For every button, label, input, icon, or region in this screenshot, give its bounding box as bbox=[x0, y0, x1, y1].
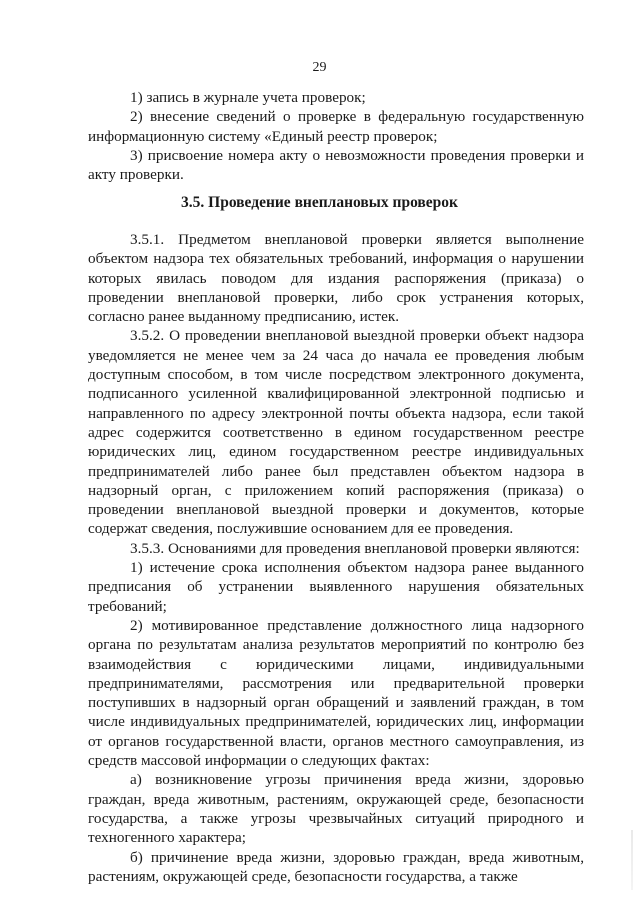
section-body bbox=[88, 230, 584, 886]
subitem-a: а) возникновение угрозы причинения вреда жизни, здоровью граждан, вреда животным, растениям, окружающей среде, безопасности государства, а также угрозы чрезвычайных ситуаций природного и техногенного характера; bbox=[88, 771, 584, 847]
subitem-b: б) причинение вреда жизни, здоровью граждан, вреда животным, растениям, окружающей среде, безопасности государства, а также bbox=[88, 848, 584, 885]
paragraph-3-5-1: 3.5.1. Предметом внеплановой проверки является выполнение объектом надзора тех обязательных требований, информация о нарушении которых явилась поводом для издания распоряжения (приказа) о проведении внеплановой проверки, либо срок устранения которых, согласно ранее выданному предписанию, истек. bbox=[88, 231, 584, 326]
list-item: 3) присвоение номера акту о невозможности проведения проверки и акту проверки. bbox=[88, 146, 584, 184]
paragraph-3-5-2: 3.5.2. О проведении внеплановой выездной проверки объект надзора уведомляется не менее чем за 24 часа до начала ее проведения любым доступным способом, в том числе посредством электронного документа, подписанного усиленной квалифицированной электронной подписью и направленного по адресу электронной почты объекта надзора, если такой адрес содержится соответственно в едином государственном реестре юридических лиц, едином государственном реестре индивидуальных предпринимателей либо ранее был представлен объектом надзора в надзорный орган, с приложением копий распоряжения (приказа) о проведении внеплановой выездной проверки и документов, которые содержат сведения, послужившие основанием для ее проведения. bbox=[88, 327, 584, 538]
list-item: 2) внесение сведений о проверке в федеральную государственную информационную систему «Единый реестр проверок; bbox=[88, 108, 584, 145]
scan-edge-mark bbox=[631, 830, 633, 890]
paragraph-3-5-3: 3.5.3. Основаниями для проведения внеплановой проверки являются: bbox=[130, 539, 580, 557]
top-list bbox=[88, 88, 584, 184]
page-number: 29 bbox=[312, 60, 327, 75]
list-item-2: 2) мотивированное представление должностного лица надзорного органа по результатам анализа результатов мероприятий по контролю без взаимодействия с юридическими лицами, индивидуальными предпринимателями, рассмотрения или предварительной проверки поступивших в надзорный орган обращений и заявлений граждан, в том числе индивидуальных предпринимателей, юридических лиц, информации от органов государственной власти, органов местного самоуправления, из средств массовой информации о следующих фактах: bbox=[88, 616, 584, 770]
list-item-1: 1) истечение срока исполнения объектом надзора ранее выданного предписания об устранении выявленного нарушения обязательных требований; bbox=[88, 559, 584, 615]
list-item: 1) запись в журнале учета проверок; bbox=[130, 89, 366, 106]
section-heading: 3.5. Проведение внеплановых проверок bbox=[181, 194, 458, 211]
